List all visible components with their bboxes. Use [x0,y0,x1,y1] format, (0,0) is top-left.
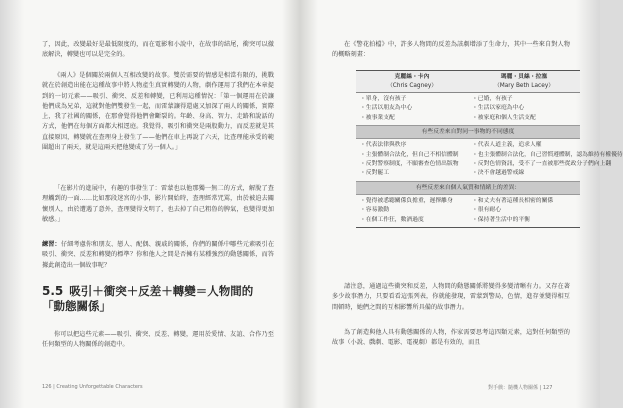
list-item: ・很有耐心 [472,207,501,214]
section-title: 吸引＋衝突＋反差＋轉變＝人物間的「動態關係」 [42,284,254,313]
section-heading [42,284,272,314]
list-item: ・覺得被悉聽關係負擔重，遲擇離身 [360,197,453,204]
list-item: ・單身，沒有孩子 [360,96,407,102]
list-item: ・代表法律與秩序 [360,142,407,149]
section-number: 5.5 [42,284,64,298]
table-group-2 [356,139,623,181]
column-header-cagney: 克麗絲・卡內 （Chris Cagney） [386,74,438,89]
list-item: ・也主張體制合法化，自己習慣遵體制，認為維持有權優待 [472,151,623,158]
list-item: ・生活以家庭為中心 [472,105,525,112]
list-item: ・決不會越過警戒線 [472,170,525,177]
group-1-left [356,95,468,123]
list-item: ・被事業支配 [360,114,395,121]
exercise-note [42,240,274,271]
paragraph-3: 「在影片的進展中，有趣的事發生了：雷蒙也以他那獨一無二的方式，解脫了查理觸到的一面……比如那段迷宮的小事，影片開始時，查理經常咒罵，由於被迫去關懷別人，由於遭遇了意外，查理變得文明了，也去掉了自己粗魯的脾氣，也變得更加敏感。」 [42,185,274,223]
closing-paragraph: 你可以把這些元素——吸引、衝突、反差、轉變，運用於愛情、友誼、合作乃至任何類型的人物關係的創造中。 [42,331,274,349]
group-1-right [468,95,580,123]
table-band-2: 有些反差來自個人氣質和情緒上的差異： [356,181,580,195]
list-item: ・反對警察制度，不願審查色情出版物 [360,161,459,168]
analysis-paragraph: 請注意，通過這些衝突和反差，人物間的動態關係將變得多變清晰有力。又存在著多少故事潛力，只要看看這張列表，你就能發現，雷蒙到警局，色情，進存並變得相互間頓時，她們之間的互相影響所具備的故事潛力。 [332,283,570,311]
list-item: ・反對色情資訊，受不了一直被那些從政分子們向上翻 [472,161,612,168]
contrast-table [356,70,623,228]
list-item: ・在個工作狂，數酒過度 [360,216,424,223]
list-item: ・反對罷工 [360,170,389,177]
group-2-left [356,141,468,179]
list-item: ・和丈夫有著這種長相密的關係 [472,197,554,204]
list-item: ・容易激動 [360,207,389,214]
list-item: ・保持著生活中的平衡 [472,216,530,223]
group-3-left [356,197,468,225]
intro-paragraph: 在《警花拍檔》中，許多人物間的反差為該劇增添了生命力，其中一些來自對人物的概略刻畫： [332,41,570,59]
group-2-right [468,141,623,179]
table-group-1 [356,93,580,125]
list-item: ・已婚，有孩子 [472,96,513,102]
left-footer: 126 | Creating Unforgettable Characters [42,384,143,390]
list-item: ・主張體制合法化，但自己不相信體制 [360,151,459,158]
table-header [356,71,580,93]
list-item: ・被家庭和個人生活支配 [472,114,536,121]
right-footer: 對手戲：隨機人物關係 | 127 [488,385,553,391]
paragraph-2: 《兩人》是個關於兩個人互相改變的故事。雙於需要的情感是相當有限的，挑戰就在於創造出能在這種故事中將人物產生真實轉變的人物，劇作運用了我們在本章提到的一切元素——吸引、衝突、反差和轉變，已利用這種情況：「第一個運用在於讓他們成為兄弟，這就對他們雙發生一起，而雷蒙讓得還處又加深了兩人的關係，實際上，我了社國的關係，在那會覺得他們會斷裂的。年齡、身高、智力、走路和說話的方式，他們在每個方面都大相逕庭。我覺得，吸引和衝突是兩股動力，而反差就是其直接原因，轉變就在查理身上發生了——他們在車上再說了六天，比查理能承受的範圍超出了兩天，就是這兩天把他變成了另一個人。」 [42,72,274,152]
list-item: ・代表人道主義，追求人權 [472,142,542,149]
exercise-label: 練習： [42,241,61,248]
table-band-1: 有些反差來自對同一事物的不同態度 [356,125,580,139]
paragraph-1: 了，因此，改變最好是最低限度的，而在電影和小說中，在故事的結尾，衝突可以徹底解決，轉變也可以是完全的。 [42,41,274,59]
column-header-lacey: 瑪麗・貝絲・拉塞 （Mary Beth Lacey） [493,74,555,89]
left-page [0,0,300,408]
group-3-right [468,197,580,225]
continuation-paragraph: 為了創造與他人具有動態關係的人物，作家需要思考這四類元素，這對任何類型的故事（小說、戲劇、電影、電視劇）都是有效的，而且 [332,329,570,347]
exercise-text: 仔細考慮你和朋友、戀人、配偶、親戚的關係，你們的關係中哪些元素吸引在吸引、衝突、反差和轉變的標準？你和他人之間是否擁有某種強烈的動態關係，而答據此創造出一個故事呢？ [42,241,275,269]
list-item: ・生活以朋友為中心 [360,105,413,112]
table-group-3 [356,195,580,227]
